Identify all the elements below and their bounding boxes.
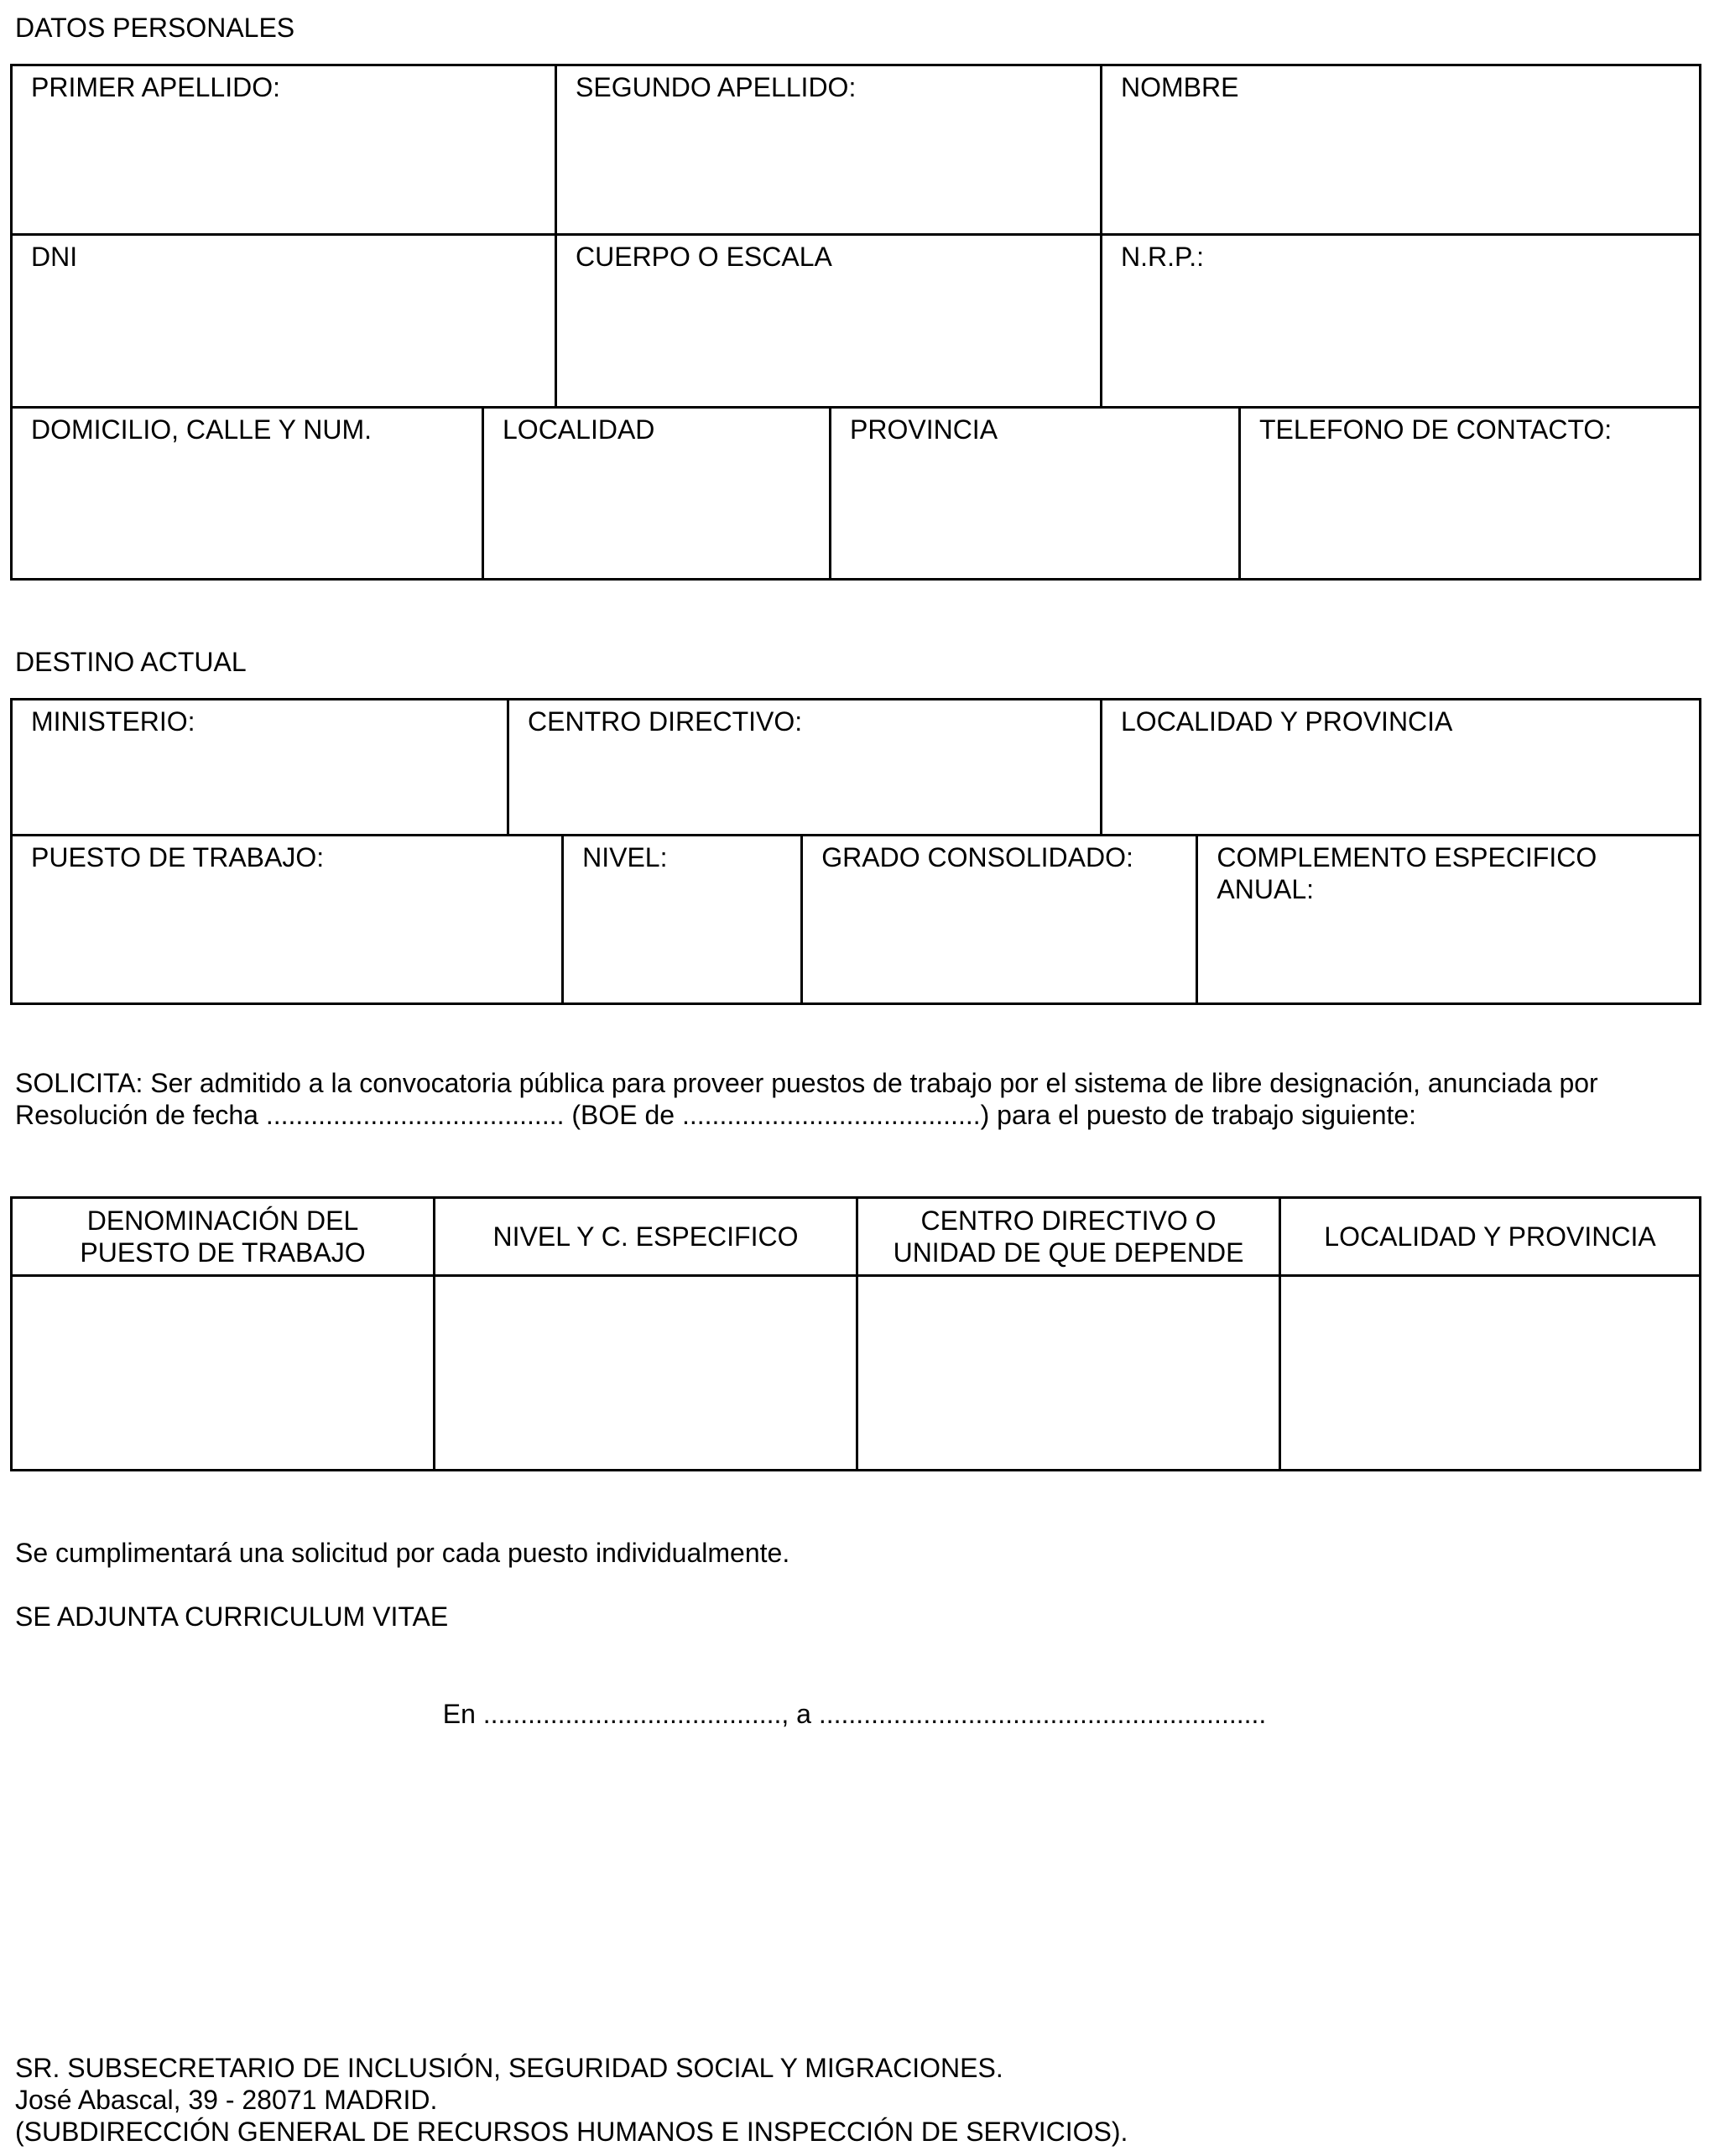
header-localidad <box>1281 1199 1699 1274</box>
field-label: PUESTO DE TRABAJO: <box>31 842 325 872</box>
dni-field[interactable] <box>13 236 557 406</box>
individual-note: Se cumplimentará una solicitud por cada puesto individualmente. <box>15 1538 790 1568</box>
centro-directivo-input-cell[interactable] <box>858 1277 1281 1469</box>
field-label: N.R.P.: <box>1121 242 1204 272</box>
nivel-field[interactable] <box>564 836 803 1002</box>
header-label: DENOMINACIÓN DEL PUESTO DE TRABAJO <box>80 1206 366 1268</box>
header-label: LOCALIDAD Y PROVINCIA <box>1324 1221 1656 1252</box>
personal-row-1 <box>13 66 1699 236</box>
field-label: CENTRO DIRECTIVO: <box>528 706 803 737</box>
addressee-line-2: José Abascal, 39 - 28071 MADRID. <box>15 2085 438 2115</box>
nombre-field[interactable] <box>1102 66 1699 233</box>
puesto-trabajo-field[interactable] <box>13 836 564 1002</box>
curriculum-note: SE ADJUNTA CURRICULUM VITAE <box>15 1601 449 1632</box>
header-centro-directivo <box>858 1199 1281 1274</box>
primer-apellido-field[interactable] <box>13 66 557 233</box>
telefono-field[interactable] <box>1241 409 1699 578</box>
ministerio-field[interactable] <box>13 700 509 834</box>
field-label: COMPLEMENTO ESPECIFICO ANUAL: <box>1217 842 1597 904</box>
field-label: TELEFONO DE CONTACTO: <box>1259 414 1613 445</box>
nrp-field[interactable] <box>1102 236 1699 406</box>
field-label: CUERPO O ESCALA <box>576 242 832 272</box>
field-label: NOMBRE <box>1121 72 1239 102</box>
header-label: CENTRO DIRECTIVO O UNIDAD DE QUE DEPENDE <box>893 1206 1244 1268</box>
header-denominacion <box>13 1199 435 1274</box>
field-label: PROVINCIA <box>850 414 998 445</box>
destino-row-1 <box>13 700 1699 836</box>
place-date-line: En ........................................, a ............................................................ <box>442 1699 1267 1729</box>
destino-section-heading: DESTINO ACTUAL <box>15 647 247 677</box>
header-nivel <box>435 1199 858 1274</box>
grado-consolidado-field[interactable] <box>803 836 1198 1002</box>
solicita-paragraph <box>15 1067 1693 1131</box>
addressee-line-1: SR. SUBSECRETARIO DE INCLUSIÓN, SEGURIDAD SOCIAL Y MIGRACIONES. <box>15 2053 1003 2083</box>
field-label: NIVEL: <box>582 842 668 872</box>
field-label: GRADO CONSOLIDADO: <box>821 842 1133 872</box>
addressee-line-3: (SUBDIRECCIÓN GENERAL DE RECURSOS HUMANOS E INSPECCIÓN DE SERVICIOS). <box>15 2117 1128 2147</box>
personal-row-2 <box>13 236 1699 409</box>
complemento-especifico-field[interactable] <box>1198 836 1699 1002</box>
provincia-field[interactable] <box>831 409 1241 578</box>
addressee-block <box>15 2052 1693 2148</box>
header-label: NIVEL Y C. ESPECIFICO <box>492 1221 799 1252</box>
field-label: DOMICILIO, CALLE Y NUM. <box>31 414 373 445</box>
solicita-line-1: SOLICITA: Ser admitido a la convocatoria pública para proveer puestos de trabajo por el sistema de libre designación, anunciada por <box>15 1068 1598 1098</box>
destino-table <box>10 698 1701 1005</box>
nivel-input-cell[interactable] <box>435 1277 858 1469</box>
personal-section-heading: DATOS PERSONALES <box>15 13 295 43</box>
segundo-apellido-field[interactable] <box>557 66 1102 233</box>
centro-directivo-field[interactable] <box>509 700 1102 834</box>
domicilio-field[interactable] <box>13 409 484 578</box>
puesto-solicitado-table <box>10 1196 1701 1471</box>
field-label: DNI <box>31 242 78 272</box>
denominacion-input-cell[interactable] <box>13 1277 435 1469</box>
personal-data-table <box>10 64 1701 581</box>
field-label: MINISTERIO: <box>31 706 195 737</box>
field-label: PRIMER APELLIDO: <box>31 72 280 102</box>
localidad-input-cell[interactable] <box>1281 1277 1699 1469</box>
puesto-table-header <box>13 1199 1699 1277</box>
destino-row-2 <box>13 836 1699 1002</box>
solicita-line-2: Resolución de fecha ........................................ (BOE de ........................................) para el puesto de trabajo siguiente: <box>15 1100 1417 1130</box>
puesto-table-row <box>13 1277 1699 1469</box>
localidad-provincia-field[interactable] <box>1102 700 1699 834</box>
field-label: LOCALIDAD Y PROVINCIA <box>1121 706 1453 737</box>
personal-row-3 <box>13 409 1699 578</box>
cuerpo-escala-field[interactable] <box>557 236 1102 406</box>
field-label: LOCALIDAD <box>503 414 655 445</box>
field-label: SEGUNDO APELLIDO: <box>576 72 857 102</box>
localidad-field[interactable] <box>484 409 831 578</box>
